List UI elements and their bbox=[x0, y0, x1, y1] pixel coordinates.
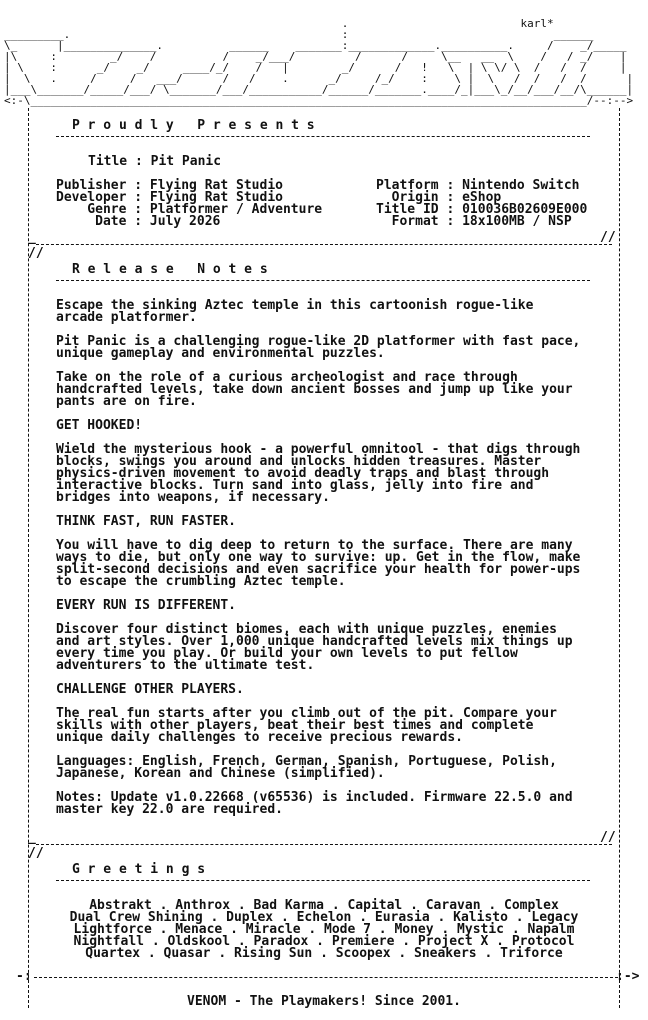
release-notes-line: to escape the crumbling Aztec temple. bbox=[56, 574, 346, 589]
divider-slash-left: // bbox=[28, 846, 44, 861]
release-notes-line: bridges into weapons, if necessary. bbox=[56, 490, 330, 505]
release-notes-line: CHALLENGE OTHER PLAYERS. bbox=[56, 682, 244, 697]
release-notes-line: ways to die, but only one way to survive: up. Get in the flow, make bbox=[56, 550, 581, 565]
logo-art-line: | \ . / / ___/ / / . _/ /_/ : \ | \ / / / / | bbox=[4, 72, 634, 85]
release-notes-line: adventurers to the ultimate test. bbox=[56, 658, 315, 673]
release-notes-underline bbox=[56, 280, 590, 281]
release-notes-line: split-second decisions and even sacrifice your health for power-ups bbox=[56, 562, 581, 577]
logo-art-line: |\ : _/ / / _/___/ / / \__ __ \ / / _/ | bbox=[4, 50, 627, 63]
logo-art-line: | \ : _/ _/ ____/_/ / | _/ / ! \ | \ \/ \ / / / | bbox=[4, 61, 627, 74]
greetings-line: Dual Crew Shining . Duplex . Echelon . Eurasia . Kalisto . Legacy bbox=[69, 910, 579, 925]
release-notes-line: master key 22.0 are required. bbox=[56, 802, 283, 817]
info-row: Title ID : 010036B02609E000 bbox=[376, 202, 588, 217]
release-notes-line: Escape the sinking Aztec temple in this cartoonish rogue-like bbox=[56, 298, 534, 313]
release-notes-line: Notes: Update v1.0.22668 (v65536) is included. Firmware 22.5.0 and bbox=[56, 790, 573, 805]
bottom-rule-cap-left: -: bbox=[16, 969, 32, 984]
title-row: Title : Pit Panic bbox=[88, 154, 222, 169]
greetings-line: Nightfall . Oldskool . Paradox . Premiere . Project X . Protocol bbox=[73, 934, 575, 949]
right-border bbox=[619, 108, 620, 1008]
logo-art-line: _________. : ______ bbox=[4, 28, 594, 41]
section-divider bbox=[36, 844, 612, 845]
bottom-rule bbox=[34, 977, 618, 978]
release-notes-heading: R e l e a s e N o t e s bbox=[72, 262, 268, 277]
release-notes-line: EVERY RUN IS DIFFERENT. bbox=[56, 598, 237, 613]
info-row: Genre : Platformer / Adventure bbox=[56, 202, 323, 217]
release-notes-line: and art styles. Over 1,000 unique handcrafted levels mix things up bbox=[56, 634, 573, 649]
bottom-rule-cap-right: :-> bbox=[616, 969, 640, 984]
divider-slash-right: // bbox=[600, 230, 616, 245]
release-notes-line: arcade platformer. bbox=[56, 310, 197, 325]
info-row: Origin : eShop bbox=[376, 190, 502, 205]
divider-slash-left: // bbox=[28, 246, 44, 261]
release-notes-line: interactive blocks. Turn sand into glass, jelly into fire and bbox=[56, 478, 534, 493]
info-row: Format : 18x100MB / NSP bbox=[376, 214, 572, 229]
greetings-line: Abstrakt . Anthrox . Bad Karma . Capital . Caravan . Complex bbox=[89, 898, 559, 913]
greetings-heading: G r e e t i n g s bbox=[72, 862, 206, 877]
presents-underline bbox=[56, 136, 590, 137]
presents-heading: P r o u d l y P r e s e n t s bbox=[72, 118, 315, 133]
release-notes-line: Wield the mysterious hook - a powerful omnitool - that digs through bbox=[56, 442, 581, 457]
logo-art-line: \_ |______________. ______ _______:_____________.__________. / _/_____ bbox=[4, 39, 627, 52]
info-row: Developer : Flying Rat Studio bbox=[56, 190, 283, 205]
release-notes-line: Japanese, Korean and Chinese (simplified). bbox=[56, 766, 385, 781]
title-value: Pit Panic bbox=[150, 154, 222, 169]
greetings-line: Lightforce . Menace . Miracle . Mode 7 . Money . Mystic . Napalm bbox=[73, 922, 575, 937]
divider-slash-right: // bbox=[600, 830, 616, 845]
info-row: Date : July 2026 bbox=[56, 214, 221, 229]
divider-top-corner: _ bbox=[28, 830, 36, 845]
release-notes-line: Discover four distinct biomes, each with unique puzzles, enemies bbox=[56, 622, 557, 637]
logo-art-line: . karl* bbox=[4, 17, 554, 30]
release-notes-line: blocks, swings you around and unlocks hidden treasures. Master bbox=[56, 454, 542, 469]
info-row: Publisher : Flying Rat Studio bbox=[56, 178, 283, 193]
release-notes-line: pants are on fire. bbox=[56, 394, 197, 409]
release-notes-line: THINK FAST, RUN FASTER. bbox=[56, 514, 237, 529]
info-row: Platform : Nintendo Switch bbox=[376, 178, 580, 193]
footer-text: VENOM - The Playmakers! Since 2001. bbox=[187, 994, 461, 1009]
release-notes-line: unique daily challenges to receive precious rewards. bbox=[56, 730, 463, 745]
release-notes-line: You will have to dig deep to return to the surface. There are many bbox=[56, 538, 573, 553]
section-divider bbox=[36, 244, 612, 245]
release-notes-line: handcrafted levels, take down ancient bosses and jump up like your bbox=[56, 382, 573, 397]
release-notes-line: skills with other players, beat their best times and complete bbox=[56, 718, 534, 733]
title-label: Title bbox=[88, 154, 128, 169]
release-notes-line: GET HOOKED! bbox=[56, 418, 143, 433]
release-notes-line: every time you play. Or build your own levels to put fellow bbox=[56, 646, 518, 661]
release-notes-line: physics-driven movement to avoid deadly traps and blast through bbox=[56, 466, 550, 481]
logo-art-line: |___\_______/_____/___/ \_______/___/___________/______/_______.____/_|___\_/__/___/__/\______| bbox=[4, 83, 634, 96]
greetings-underline bbox=[56, 880, 590, 881]
release-notes-line: The real fun starts after you climb out of the pit. Compare your bbox=[56, 706, 557, 721]
greetings-line: Quartex . Quasar . Rising Sun . Scoopex . Sneakers . Triforce bbox=[85, 946, 563, 961]
release-notes-line: unique gameplay and environmental puzzles. bbox=[56, 346, 385, 361]
release-notes-line: Pit Panic is a challenging rogue-like 2D platformer with fast pace, bbox=[56, 334, 581, 349]
release-notes-line: Languages: English, French, German, Spanish, Portuguese, Polish, bbox=[56, 754, 557, 769]
release-notes-line: Take on the role of a curious archeologist and race through bbox=[56, 370, 518, 385]
divider-top-corner: _ bbox=[28, 230, 36, 245]
logo-art-line: <:-\____________________________________________________________________________________/--:--> bbox=[4, 94, 634, 107]
